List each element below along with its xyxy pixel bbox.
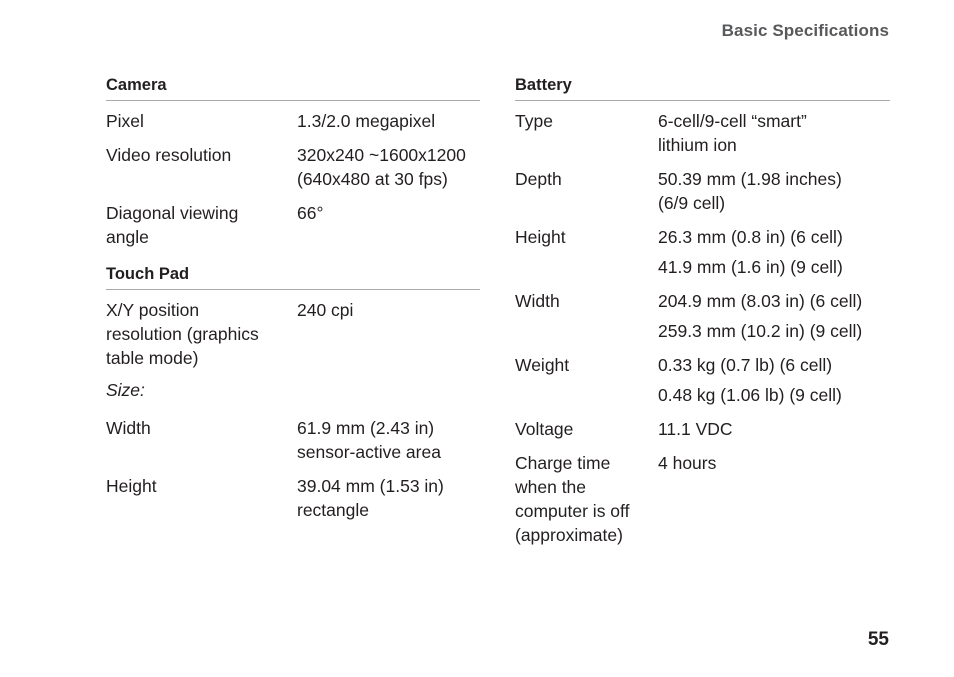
spec-row-pixel <box>106 109 480 133</box>
spec-value-line: 39.04 mm (1.53 in) <box>297 476 444 496</box>
right-column <box>515 76 890 557</box>
spec-row-battery-charge-time <box>515 451 890 547</box>
touchpad-heading: Touch Pad <box>106 265 480 290</box>
spec-label <box>515 451 658 547</box>
spec-label-line: Charge time <box>515 453 611 473</box>
page-header-title: Basic Specifications <box>721 21 889 40</box>
spec-value <box>658 353 890 407</box>
battery-heading: Battery <box>515 76 890 101</box>
spec-label-line: when the <box>515 477 587 497</box>
spec-value <box>297 201 480 249</box>
spec-row-battery-width <box>515 289 890 343</box>
spec-value-line: 1.3/2.0 megapixel <box>297 111 436 131</box>
spec-label <box>106 298 297 370</box>
spec-row-battery-height <box>515 225 890 279</box>
spec-value-line: lithium ion <box>658 135 737 155</box>
spec-value <box>297 416 480 464</box>
spec-label-line: Width <box>106 418 151 438</box>
spec-value-line: sensor-active area <box>297 442 441 462</box>
spec-value <box>658 451 890 547</box>
camera-heading: Camera <box>106 76 480 101</box>
spec-label-line: Diagonal viewing <box>106 203 239 223</box>
spec-value <box>658 289 890 343</box>
spec-value <box>658 225 890 279</box>
spec-value-line: 4 hours <box>658 453 717 473</box>
spec-value-line: 6-cell/9-cell “smart” <box>658 111 807 131</box>
spec-label <box>106 109 297 133</box>
spec-label-line: X/Y position <box>106 300 200 320</box>
spec-label-line: Video resolution <box>106 145 232 165</box>
spec-label-line: angle <box>106 227 149 247</box>
spec-label-line: (approximate) <box>515 525 623 545</box>
spec-value-line: 50.39 mm (1.98 inches) <box>658 169 842 189</box>
spec-label-line: Pixel <box>106 111 144 131</box>
spec-label <box>515 417 658 441</box>
left-column <box>106 76 480 532</box>
spec-value <box>658 167 890 215</box>
spec-value-line: 320x240 ~1600x1200 <box>297 145 466 165</box>
spec-value-line: 41.9 mm (1.6 in) (9 cell) <box>658 257 843 277</box>
spec-label-line: Depth <box>515 169 562 189</box>
spec-label-line: Height <box>515 227 566 247</box>
spec-value-line: 66° <box>297 203 324 223</box>
page-number: 55 <box>867 629 889 650</box>
spec-label <box>515 289 658 343</box>
spec-label <box>106 416 297 464</box>
spec-value-line: (640x480 at 30 fps) <box>297 169 448 189</box>
spec-value <box>658 109 890 157</box>
spec-label <box>106 474 297 522</box>
spec-value-line: 259.3 mm (10.2 in) (9 cell) <box>658 321 863 341</box>
spec-label <box>106 201 297 249</box>
spec-row-video-resolution <box>106 143 480 191</box>
spec-value <box>297 143 480 191</box>
spec-row-battery-weight <box>515 353 890 407</box>
spec-row-battery-voltage <box>515 417 890 441</box>
spec-row-battery-depth <box>515 167 890 215</box>
spec-value-line: 240 cpi <box>297 300 354 320</box>
spec-value-line: 0.33 kg (0.7 lb) (6 cell) <box>658 355 833 375</box>
spec-label <box>515 225 658 279</box>
spec-value-line: 11.1 VDC <box>658 419 733 439</box>
spec-label <box>515 353 658 407</box>
spec-label-line: Weight <box>515 355 570 375</box>
spec-label-line: Voltage <box>515 419 574 439</box>
spec-value <box>658 417 890 441</box>
spec-label <box>515 167 658 215</box>
spec-label <box>515 109 658 157</box>
spec-label-line: table mode) <box>106 348 199 368</box>
spec-row-battery-type <box>515 109 890 157</box>
spec-row-xy-position <box>106 298 480 370</box>
spec-label-line: Type <box>515 111 553 131</box>
spec-value-line: 26.3 mm (0.8 in) (6 cell) <box>658 227 843 247</box>
spec-value-line: 61.9 mm (2.43 in) <box>297 418 435 438</box>
spec-value <box>297 109 480 133</box>
spec-label-line: computer is off <box>515 501 630 521</box>
spec-value-line: 204.9 mm (8.03 in) (6 cell) <box>658 291 863 311</box>
size-subheading: Size: <box>106 380 145 400</box>
spec-label-line: Height <box>106 476 157 496</box>
spec-label-line: resolution (graphics <box>106 324 259 344</box>
spec-row-diagonal-viewing-angle <box>106 201 480 249</box>
spec-label-line: Width <box>515 291 560 311</box>
spec-value-line: (6/9 cell) <box>658 193 726 213</box>
spec-value-line: 0.48 kg (1.06 lb) (9 cell) <box>658 385 842 405</box>
spec-row-touchpad-width <box>106 416 480 464</box>
spec-row-touchpad-height <box>106 474 480 522</box>
spec-value <box>297 474 480 522</box>
spec-value-line: rectangle <box>297 500 369 520</box>
spec-label <box>106 143 297 191</box>
spec-value <box>297 298 480 370</box>
